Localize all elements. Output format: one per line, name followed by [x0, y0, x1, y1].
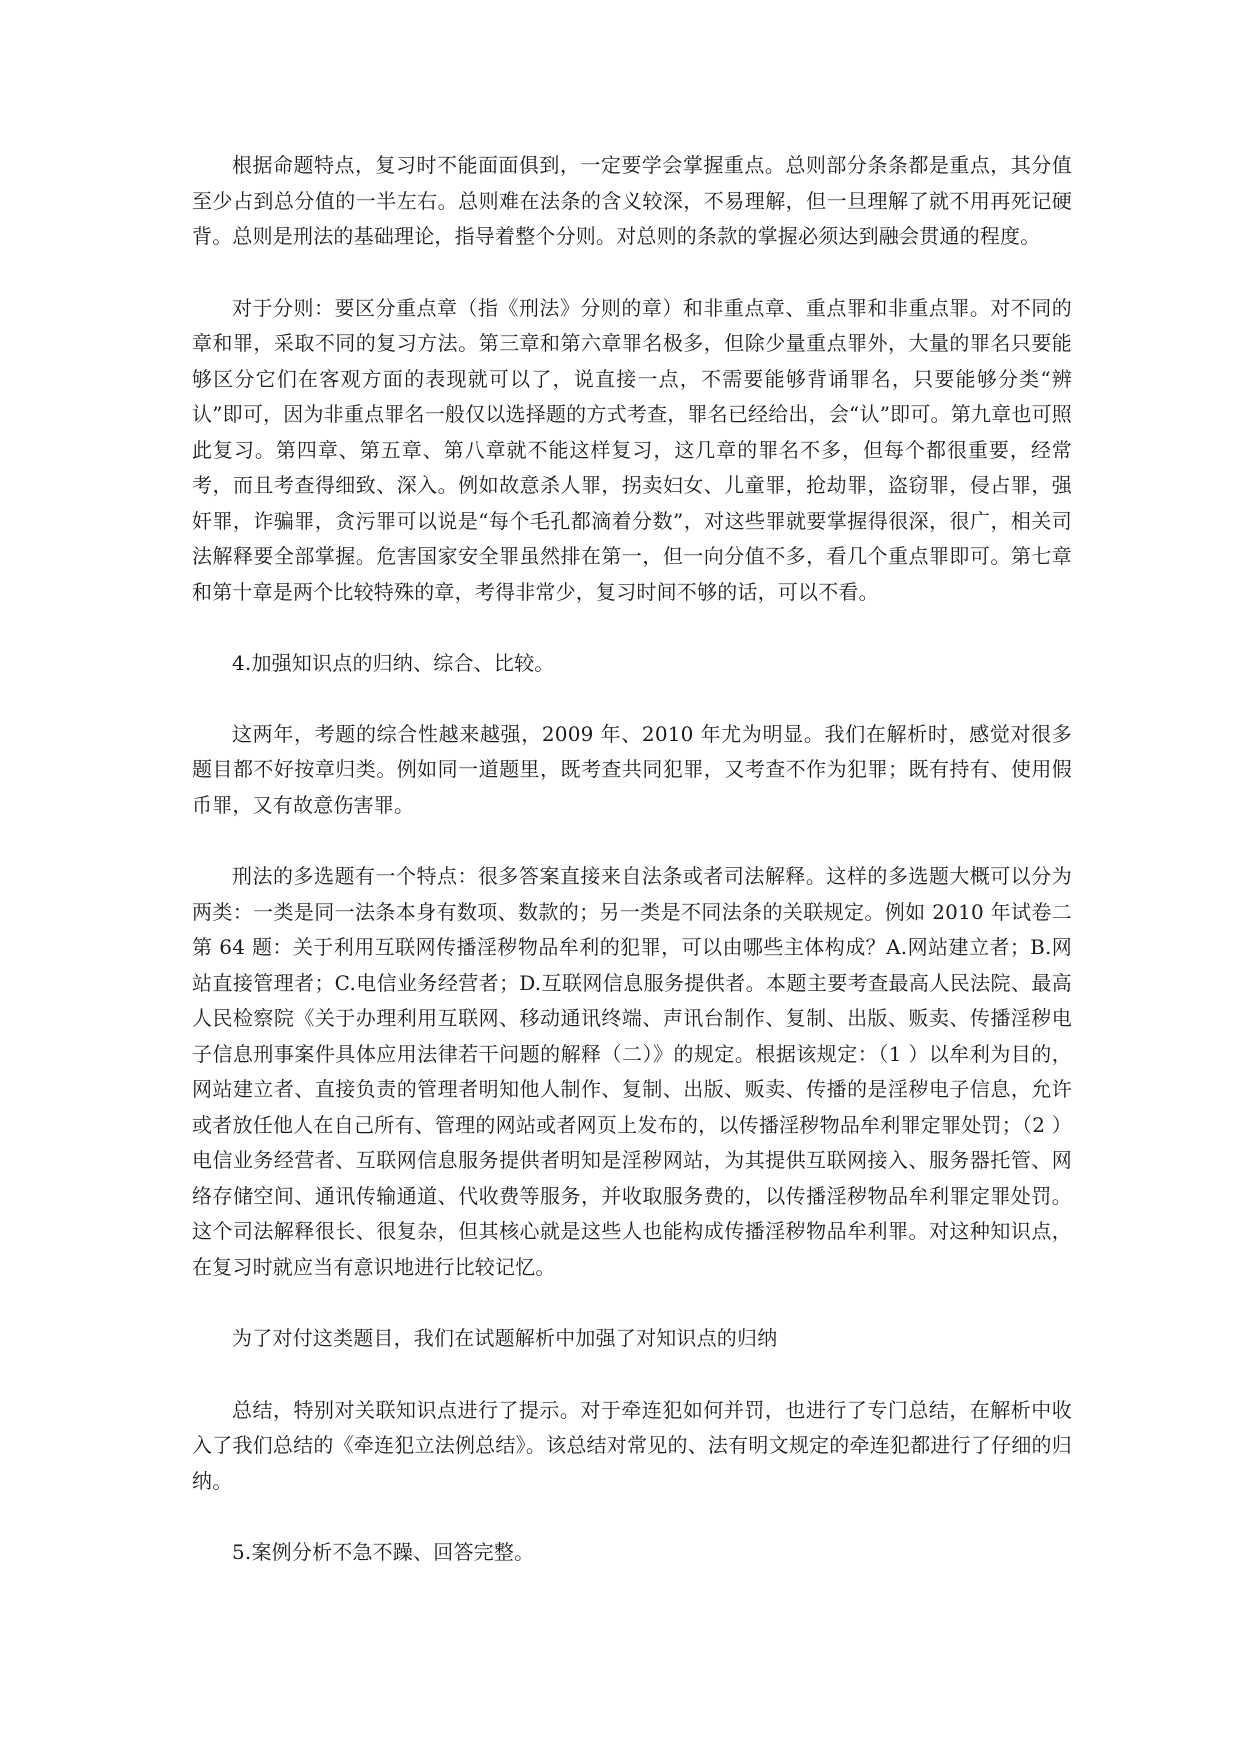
paragraph-knowledge-summary: 总结，特别对关联知识点进行了提示。对于牵连犯如何并罚，也进行了专门总结，在解析中收入了我们总结的《牵连犯立法例总结》。该总结对常见的、法有明文规定的牵连犯都进行了仔细的归纳。: [192, 1397, 1072, 1493]
section-heading-5: 5.案例分析不急不躁、回答完整。: [232, 1540, 535, 1564]
paragraph-general-principles: 根据命题特点，复习时不能面面俱到，一定要学会掌握重点。总则部分条条都是重点，其分值至少占到总分值的一半左右。总则难在法条的含义较深，不易理解，但一旦理解了就不用再死记硬背。总则是刑法的基础理论，指导着整个分则。对总则的条款的掌握必须达到融会贯通的程度。: [192, 153, 1072, 248]
paragraph-multiple-choice: 刑法的多选题有一个特点：很多答案直接来自法条或者司法解释。这样的多选题大概可以分为两类：一类是同一法条本身有数项、数款的；另一类是不同法条的关联规定。例如 2010 年试卷二第 64 题：关于利用互联网传播淫秽物品牟利的犯罪，可以由哪些主体构成？A.网站建立者；B.网站直接管理者；C.电信业务经营者；D.互联网信息服务提供者。本题主要考查最高人民法院、最高人民检察院《关于办理利用互联网、移动通讯终端、声讯台制作、复制、出版、贩卖、传播淫秽电子信息刑事案件具体应用法律若干问题的解释（二）》的规定。根据该规定：（1 ）以牟利为目的，网站建立者、直接负责的管理者明知他人制作、复制、出版、贩卖、传播的是淫秽电子信息，允许或者放任他人在自己所有、管理的网站或者网页上发布的，以传播淫秽物品牟利罪定罪处罚；（2 ）电信业务经营者、互联网信息服务提供者明知是淫秽网站，为其提供互联网接入、服务器托管、网络存储空间、通讯传输通道、代收费等服务，并收取服务费的，以传播淫秽物品牟利罪定罪处罚。这个司法解释很长、很复杂，但其核心就是这些人也能构成传播淫秽物品牟利罪。对这种知识点，在复习时就应当有意识地进行比较记忆。: [192, 864, 1072, 1279]
paragraph-comprehensive-questions: 这两年，考题的综合性越来越强，2009 年、2010 年尤为明显。我们在解析时，感觉对很多题目都不好按章归类。例如同一道题里，既考查共同犯罪，又考查不作为犯罪；既有持有、使用假币罪，又有故意伤害罪。: [192, 721, 1072, 817]
paragraph-specific-provisions: 对于分则：要区分重点章（指《刑法》分则的章）和非重点章、重点罪和非重点罪。对不同的章和罪，采取不同的复习方法。第三章和第六章罪名极多，但除少量重点罪外，大量的罪名只要能够区分它们在客观方面的表现就可以了，说直接一点，不需要能够背诵罪名，只要能够分类“辨认”即可，因为非重点罪名一般仅以选择题的方式考查，罪名已经给出，会“认”即可。第九章也可照此复习。第四章、第五章、第八章就不能这样复习，这几章的罪名不多，但每个都很重要，经常考，而且考查得细致、深入。例如故意杀人罪，拐卖妇女、儿童罪，抢劫罪，盗窃罪，侵占罪，强奸罪，诈骗罪，贪污罪可以说是“每个毛孔都滴着分数”，对这些罪就要掌握得很深，很广，相关司法解释要全部掌握。危害国家安全罪虽然排在第一，但一向分值不多，看几个重点罪即可。第七章和第十章是两个比较特殊的章，考得非常少，复习时间不够的话，可以不看。: [192, 295, 1072, 604]
paragraph-knowledge-summary-intro: 为了对付这类题目，我们在试题解析中加强了对知识点的归纳: [232, 1326, 778, 1350]
document-body: [192, 148, 1072, 1606]
section-heading-4: 4.加强知识点的归纳、综合、比较。: [232, 651, 555, 675]
